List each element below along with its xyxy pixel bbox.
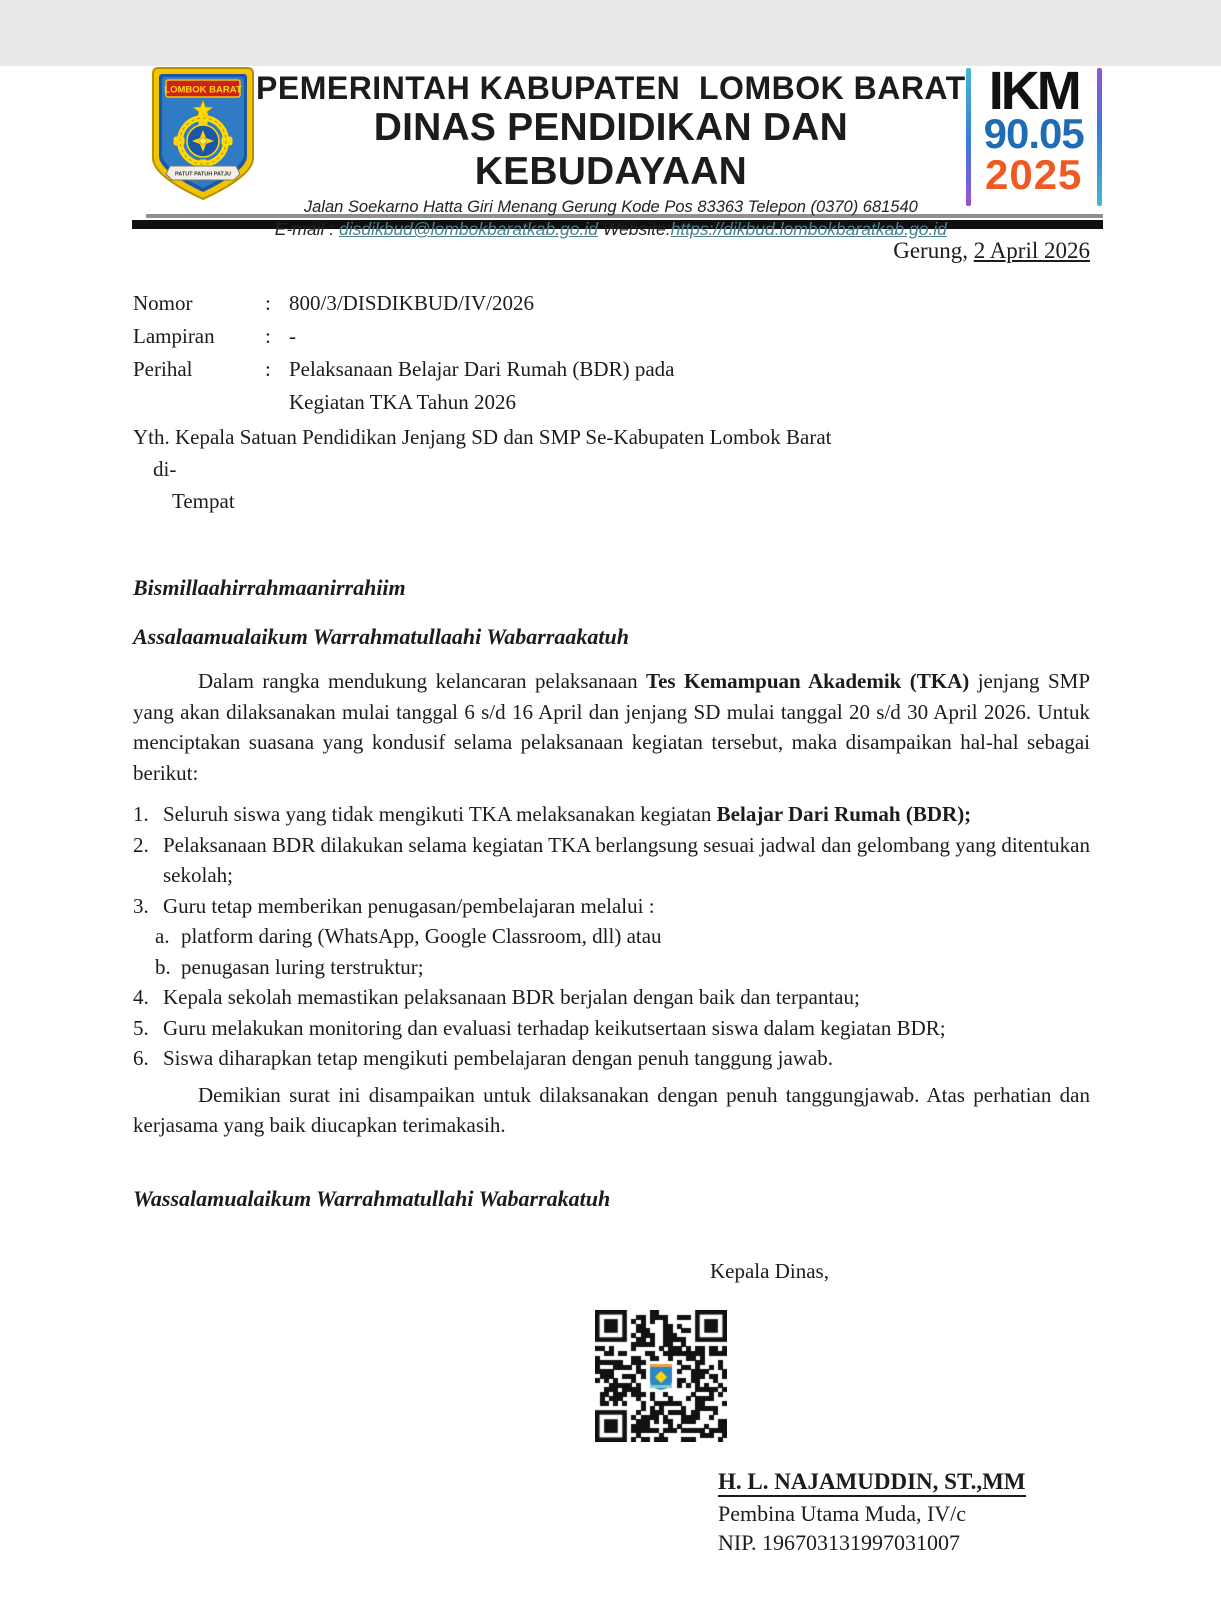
ikm-badge-right-bar [1097, 68, 1102, 206]
signature-block [133, 1256, 1090, 1557]
closing-salutation: Wassalamualaikum Warrahmatullahi Wabarrakatuh [133, 1185, 611, 1211]
government-name: PEMERINTAH KABUPATEN LOMBOK BARAT [256, 70, 966, 106]
place-date [133, 236, 1090, 266]
email-label: E-mail : [274, 219, 339, 239]
meta-label: Perihal [133, 357, 193, 381]
signature-qr-code [595, 1310, 727, 1442]
signer-title: Kepala Dinas, [710, 1258, 829, 1283]
ikm-badge [966, 61, 1102, 206]
list-item-3b: b. penugasan luring terstruktur; [155, 954, 424, 979]
closing-paragraph: Demikian surat ini disampaikan untuk dilaksanakan dengan penuh tanggungjawab. Atas perhatian dan kerjasama yang baik diucapkan terimakasih. [133, 1082, 1090, 1137]
bdr-bold-phrase: Belajar Dari Rumah (BDR); [716, 802, 972, 826]
meta-label: Lampiran [133, 324, 215, 348]
logo-motto-text: PATUT PATUH PATJU [175, 171, 231, 178]
list-item-4: 4. Kepala sekolah memastikan pelaksanaan BDR berjalan dengan baik dan terpantau; [133, 985, 860, 1009]
list-item-3: 3. Guru tetap memberikan penugasan/pembelajaran melalui : [133, 893, 655, 918]
list-item-1: 1. Seluruh siswa yang tidak mengikuti TKA melaksanakan kegiatan Belajar Dari Rumah (BDR); [133, 802, 972, 826]
email-link[interactable]: disdikbud@lombokbaratkab.go.id [338, 219, 598, 239]
letter-subject: Pelaksanaan Belajar Dari Rumah (BDR) pada Kegiatan TKA Tahun 2026 [289, 357, 675, 414]
meta-row-perihal: Perihal : Pelaksanaan Belajar Dari Rumah (BDR) pada Kegiatan TKA Tahun 2026 [133, 353, 1090, 419]
department-name: DINAS PENDIDIKAN DAN KEBUDAYAAN [373, 106, 848, 193]
signer-nip: NIP. 196703131997031007 [718, 1529, 961, 1555]
recipient-block [133, 421, 1090, 517]
instruction-list [133, 799, 1090, 1074]
website-label: Website: [598, 219, 671, 239]
letter-attachment: - [289, 324, 296, 348]
contact-line [256, 218, 966, 240]
letter-date: 2 April 2026 [973, 238, 1090, 263]
meta-row-lampiran: Lampiran : - [133, 320, 1090, 353]
list-item-2: 2. Pelaksanaan BDR dilakukan selama kegiatan TKA berlangsung sesuai jadwal dan gelombang yang ditentukan sekolah; [133, 832, 1090, 887]
meta-label: Nomor [133, 291, 193, 315]
ikm-line2: 90.05 [983, 110, 1084, 157]
opening-salutation: Assalaamualaikum Warrahmatullaahi Wabarraakatuh [133, 624, 629, 649]
opening-paragraph: Dalam rangka mendukung kelancaran pelaksanaan Tes Kemampuan Akademik (TKA) jenjang SMP yang akan dilaksanakan mulai tanggal 6 s/d 16 April dan jenjang SD mulai tanggal 20 s/d 30 April 2026. Untuk menciptakan suasana yang kondusif selama pelaksanaan kegiatan tersebut, maka disampaikan hal-hal sebagai berikut: [133, 669, 1091, 785]
letter-number: 800/3/DISDIKBUD/IV/2026 [289, 291, 534, 315]
letterhead [150, 61, 1086, 239]
meta-row-nomor: Nomor : 800/3/DISDIKBUD/IV/2026 [133, 287, 1090, 320]
lombok-barat-crest-icon [150, 66, 256, 202]
list-item-5: 5. Guru melakukan monitoring dan evaluasi terhadap keikutsertaan siswa dalam kegiatan BDR; [133, 1015, 946, 1040]
list-item-3a: a. platform daring (WhatsApp, Google Classroom, dll) atau [155, 924, 662, 948]
bismillah-line: Bismillaahirrahmaanirrahiim [133, 575, 406, 600]
signer-rank: Pembina Utama Muda, IV/c [718, 1500, 967, 1526]
letterhead-text [256, 66, 966, 240]
letter-body [133, 236, 1090, 1557]
recipient-line: Yth. Kepala Satuan Pendidikan Jenjang SD dan SMP Se-Kabupaten Lombok Barat [133, 425, 832, 449]
ikm-line1: IKM [988, 61, 1079, 121]
recipient-di: di- [153, 457, 177, 481]
website-link[interactable]: https://dikbud.lombokbaratkab.go.id [670, 219, 947, 239]
tka-bold-phrase: Tes Kemampuan Akademik (TKA) [646, 669, 970, 693]
list-item-6: 6. Siswa diharapkan tetap mengikuti pembelajaran dengan penuh tanggung jawab. [133, 1046, 834, 1070]
letter-meta [133, 287, 1090, 419]
place-prefix: Gerung, [893, 238, 974, 263]
ikm-line3: 2025 [984, 151, 1083, 198]
logo-banner-text: LOMBOK BARAT [164, 84, 242, 96]
official-letter-page [0, 61, 1221, 1603]
address-line: Jalan Soekarno Hatta Giri Menang Gerung Kode Pos 83363 Telepon (0370) 681540 [303, 198, 918, 216]
lombok-barat-logo [150, 66, 256, 202]
signer-name: H. L. NAJAMUDDIN, ST.,MM [718, 1468, 1090, 1496]
ikm-badge-text [971, 61, 1097, 206]
recipient-place: Tempat [172, 489, 235, 513]
